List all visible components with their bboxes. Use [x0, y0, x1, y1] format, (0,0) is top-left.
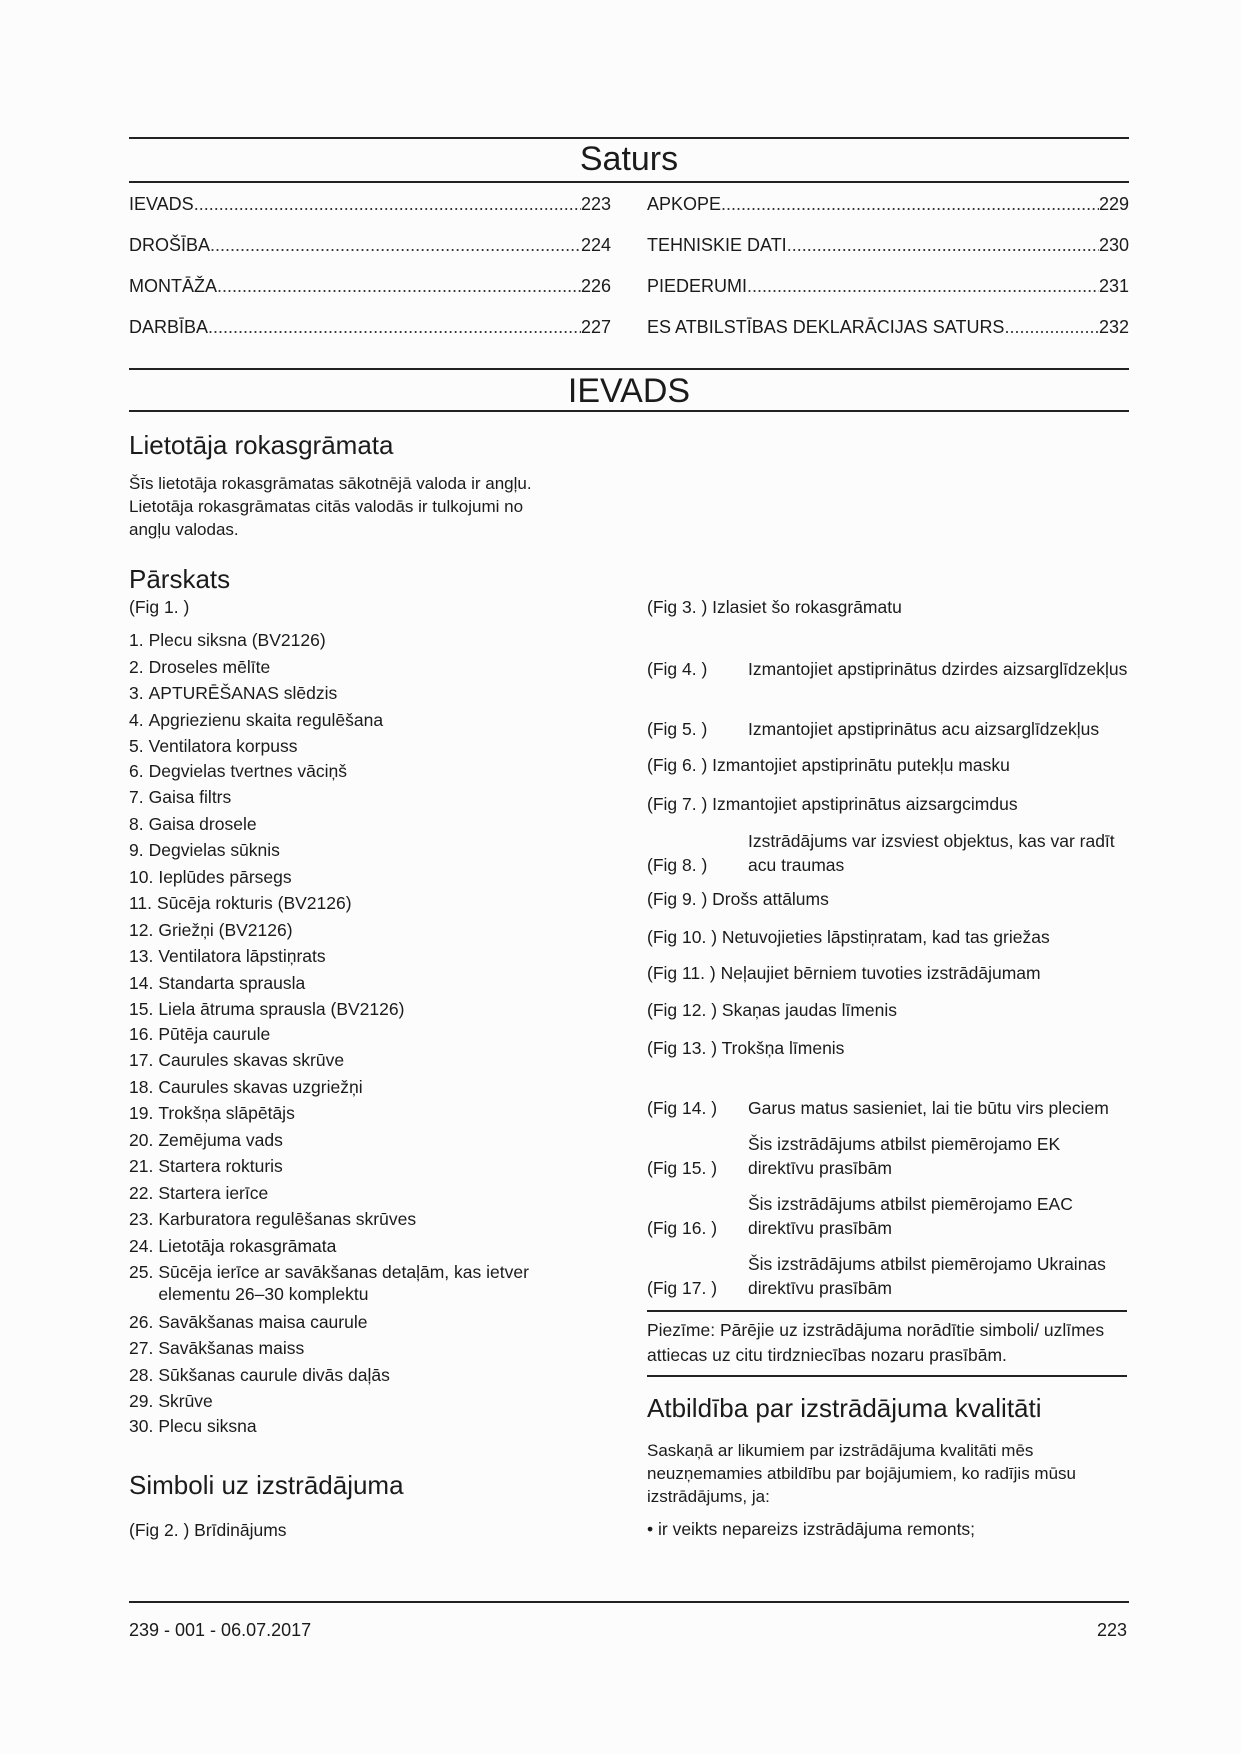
- footer-page-number: 223: [1096, 1620, 1127, 1640]
- liability-bullet: • ir veikts nepareizs izstrādājuma remonts;: [647, 1519, 976, 1539]
- parts-list-item: [129, 1415, 599, 1437]
- symbol-row: (Fig 3. ) Izlasiet šo rokasgrāmatu: [647, 597, 902, 617]
- parts-list-text: Griežņi (BV2126): [158, 920, 293, 940]
- parts-list-number: 30.: [129, 1416, 154, 1436]
- parts-list-text: Caurules skavas skrūve: [158, 1050, 345, 1070]
- toc-title: Saturs: [579, 140, 679, 178]
- symbol-row: (Fig 17. ) Šis izstrādājums atbilst piemērojamo Ukrainas direktīvu prasībām: [647, 1254, 1106, 1298]
- parts-list-text: Gaisa filtrs: [148, 787, 232, 807]
- parts-list-number: 18.: [129, 1077, 154, 1097]
- parts-list-item: [129, 629, 599, 651]
- parts-list-item: [129, 709, 599, 731]
- parts-list-item: [129, 1390, 599, 1412]
- chapter-title: IEVADS: [567, 372, 691, 410]
- parts-list-text: Savākšanas maisa caurule: [158, 1312, 368, 1332]
- symbol-row: (Fig 15. ) Šis izstrādājums atbilst piemērojamo EK direktīvu prasībām: [647, 1134, 1061, 1178]
- chapter-bottom-rule: [129, 410, 1129, 412]
- parts-list-item: [129, 1023, 599, 1045]
- liability-heading: Atbildība par izstrādājuma kvalitāti: [647, 1393, 1042, 1423]
- manual-heading: Lietotāja rokasgrāmata: [129, 430, 394, 460]
- parts-list-text: Lietotāja rokasgrāmata: [158, 1236, 337, 1256]
- parts-list-text: Zemējuma vads: [158, 1130, 283, 1150]
- parts-list-item: [129, 1076, 599, 1098]
- toc-entry[interactable]: TEHNISKIE DATI ..... 230: [647, 235, 1129, 276]
- parts-list-text: Skrūve: [158, 1391, 213, 1411]
- parts-list-item: [129, 866, 599, 888]
- toc-bottom-rule: [129, 181, 1129, 183]
- parts-list-text: Degvielas tvertnes vāciņš: [148, 761, 348, 781]
- parts-list-number: 27.: [129, 1338, 154, 1358]
- symbols-heading: Simboli uz izstrādājuma: [129, 1470, 404, 1500]
- parts-list-number: 15.: [129, 999, 154, 1019]
- symbol-row: (Fig 7. ) Izmantojiet apstiprinātus aizsargcimdus: [647, 794, 1018, 814]
- toc-entry[interactable]: MONTĀŽA ..... 226: [129, 276, 611, 317]
- symbol-fig2: (Fig 2. ) Brīdinājums: [129, 1520, 287, 1540]
- toc-right-column: [647, 194, 1129, 358]
- parts-list-text: Ventilatora lāpstiņrats: [158, 946, 326, 966]
- parts-list-number: 10.: [129, 867, 154, 887]
- symbol-row: (Fig 16. ) Šis izstrādājums atbilst piemērojamo EAC direktīvu prasībām: [647, 1194, 1073, 1238]
- parts-list-text: Sūkšanas caurule divās daļās: [158, 1365, 390, 1385]
- parts-list-text: Karburatora regulēšanas skrūves: [158, 1209, 417, 1229]
- toc-left-column: [129, 194, 611, 358]
- parts-list-number: 16.: [129, 1024, 154, 1044]
- parts-list-number: 7.: [129, 787, 144, 807]
- manual-line: Lietotāja rokasgrāmatas citās valodās ir tulkojumi no: [129, 497, 524, 516]
- overview-heading: Pārskats: [129, 564, 231, 594]
- symbol-row: (Fig 11. ) Neļaujiet bērniem tuvoties izstrādājumam: [647, 963, 1041, 983]
- parts-list-item: [129, 972, 599, 994]
- parts-list-number: 1.: [129, 630, 144, 650]
- parts-list-number: 17.: [129, 1050, 154, 1070]
- parts-list-item: [129, 1155, 599, 1177]
- parts-list-item: [129, 656, 599, 678]
- parts-list-item: [129, 1364, 599, 1386]
- parts-list-text: Apgriezienu skaita regulēšana: [148, 710, 384, 730]
- parts-list-number: 22.: [129, 1183, 154, 1203]
- symbol-row: (Fig 12. ) Skaņas jaudas līmenis: [647, 1000, 898, 1020]
- parts-list-item: [129, 1049, 599, 1071]
- footer-rule: [129, 1601, 1129, 1603]
- parts-list-item: [129, 839, 599, 861]
- parts-list-text: Standarta sprausla: [158, 973, 306, 993]
- parts-list-text: APTURĒŠANAS slēdzis: [148, 683, 338, 703]
- parts-list-number: 8.: [129, 814, 144, 834]
- parts-list-text: Caurules skavas uzgriežņi: [158, 1077, 363, 1097]
- parts-list-item: [129, 760, 599, 782]
- parts-list-number: 6.: [129, 761, 144, 781]
- parts-list-item: [129, 1129, 599, 1151]
- parts-list-text: Savākšanas maiss: [158, 1338, 305, 1358]
- parts-list-text: Startera ierīce: [158, 1183, 269, 1203]
- parts-list-text: Ventilatora korpuss: [148, 736, 298, 756]
- parts-list-number: 14.: [129, 973, 154, 993]
- parts-list-item: [129, 813, 599, 835]
- parts-list-number: 4.: [129, 710, 144, 730]
- symbol-row: (Fig 9. ) Drošs attālums: [647, 889, 829, 909]
- toc-entry[interactable]: PIEDERUMI ..... 231: [647, 276, 1129, 317]
- parts-list-number: 21.: [129, 1156, 154, 1176]
- overview-fig-ref: (Fig 1. ): [129, 597, 190, 617]
- parts-list-item: [129, 998, 599, 1020]
- chapter-top-rule: [129, 368, 1129, 370]
- parts-list-number: 24.: [129, 1236, 154, 1256]
- footer-code: 239 - 001 - 06.07.2017: [129, 1620, 312, 1640]
- note-label: Piezīme:: [647, 1320, 716, 1340]
- symbol-row: (Fig 14. ) Garus matus sasieniet, lai tie būtu virs pleciem: [647, 1098, 1109, 1118]
- parts-list-item: [129, 735, 599, 757]
- manual-text: [129, 472, 609, 541]
- parts-list-text: Liela ātruma sprausla (BV2126): [158, 999, 405, 1019]
- parts-list-number: 3.: [129, 683, 144, 703]
- parts-list-item: [129, 1102, 599, 1124]
- parts-list-text: Ieplūdes pārsegs: [158, 867, 292, 887]
- parts-list-number: 11.: [129, 893, 153, 913]
- symbol-row: (Fig 5. ) Izmantojiet apstiprinātus acu aizsarglīdzekļus: [647, 719, 1100, 739]
- parts-list-number: 25.: [129, 1262, 154, 1282]
- symbol-row: (Fig 8. ) Izstrādājums var izsviest objektus, kas var radīt acu traumas: [647, 831, 1115, 875]
- toc-entry[interactable]: DROŠĪBA ..... 224: [129, 235, 611, 276]
- parts-list-text: Plecu siksna: [158, 1416, 257, 1436]
- parts-list-number: 5.: [129, 736, 144, 756]
- parts-list-text: Trokšņa slāpētājs: [158, 1103, 295, 1123]
- parts-list-item: [129, 1208, 599, 1230]
- note-text: [647, 1318, 1127, 1368]
- parts-list-number: 19.: [129, 1103, 154, 1123]
- parts-list-item: [129, 1182, 599, 1204]
- parts-list-item: [129, 1311, 599, 1333]
- parts-list-item: [129, 1261, 599, 1305]
- symbol-row: (Fig 13. ) Trokšņa līmenis: [647, 1038, 845, 1058]
- manual-line: angļu valodas.: [129, 520, 239, 539]
- note-bottom-rule: [647, 1375, 1127, 1377]
- parts-list-number: 2.: [129, 657, 144, 677]
- parts-list-text: Pūtēja caurule: [158, 1024, 271, 1044]
- parts-list-text: Plecu siksna (BV2126): [148, 630, 326, 650]
- parts-list-text: Droseles mēlīte: [148, 657, 271, 677]
- parts-list-number: 26.: [129, 1312, 154, 1332]
- parts-list-item: [129, 945, 599, 967]
- parts-list-number: 13.: [129, 946, 154, 966]
- manual-line: Šīs lietotāja rokasgrāmatas sākotnējā valoda ir angļu.: [129, 474, 532, 493]
- parts-list-text: Startera rokturis: [158, 1156, 283, 1176]
- toc-entry[interactable]: ES ATBILSTĪBAS DEKLARĀCIJAS SATURS ..... 232: [647, 317, 1129, 358]
- parts-list-text: Sūcēja ierīce ar savākšanas detaļām, kas ietver elementu 26–30 komplektu: [158, 1262, 529, 1304]
- parts-list-item: [129, 1337, 599, 1359]
- note-top-rule: [647, 1310, 1127, 1312]
- symbol-row: (Fig 4. ) Izmantojiet apstiprinātus dzirdes aizsarglīdzekļus: [647, 659, 1128, 679]
- parts-list-number: 28.: [129, 1365, 154, 1385]
- symbol-row: (Fig 6. ) Izmantojiet apstiprinātu putekļu masku: [647, 755, 1010, 775]
- parts-list-item: [129, 786, 599, 808]
- parts-list-text: Sūcēja rokturis (BV2126): [157, 893, 352, 913]
- parts-list-number: 9.: [129, 840, 144, 860]
- toc-entry[interactable]: APKOPE ..... 229: [647, 194, 1129, 235]
- parts-list-number: 20.: [129, 1130, 154, 1150]
- parts-list-number: 12.: [129, 920, 154, 940]
- toc-entry[interactable]: DARBĪBA ..... 227: [129, 317, 611, 358]
- parts-list-item: [129, 892, 599, 914]
- toc-entry[interactable]: IEVADS ..... 223: [129, 194, 611, 235]
- parts-list-item: [129, 919, 599, 941]
- parts-list-item: [129, 1235, 599, 1257]
- symbol-row: (Fig 10. ) Netuvojieties lāpstiņratam, kad tas griežas: [647, 927, 1050, 947]
- note-body: Pārējie uz izstrādājuma norādītie simboli/ uzlīmes attiecas uz citu tirdzniecības nozaru prasībām.: [647, 1320, 1105, 1365]
- parts-list-text: Degvielas sūknis: [148, 840, 280, 860]
- parts-list-number: 29.: [129, 1391, 154, 1411]
- parts-list-number: 23.: [129, 1209, 154, 1229]
- parts-list-text: Gaisa drosele: [148, 814, 257, 834]
- liability-text: Saskaņā ar likumiem par izstrādājuma kvalitāti mēs neuzņemamies atbildību par bojājumiem, ko radījis mūsu izstrādājums, ja:: [647, 1441, 1076, 1506]
- parts-list-item: [129, 682, 599, 704]
